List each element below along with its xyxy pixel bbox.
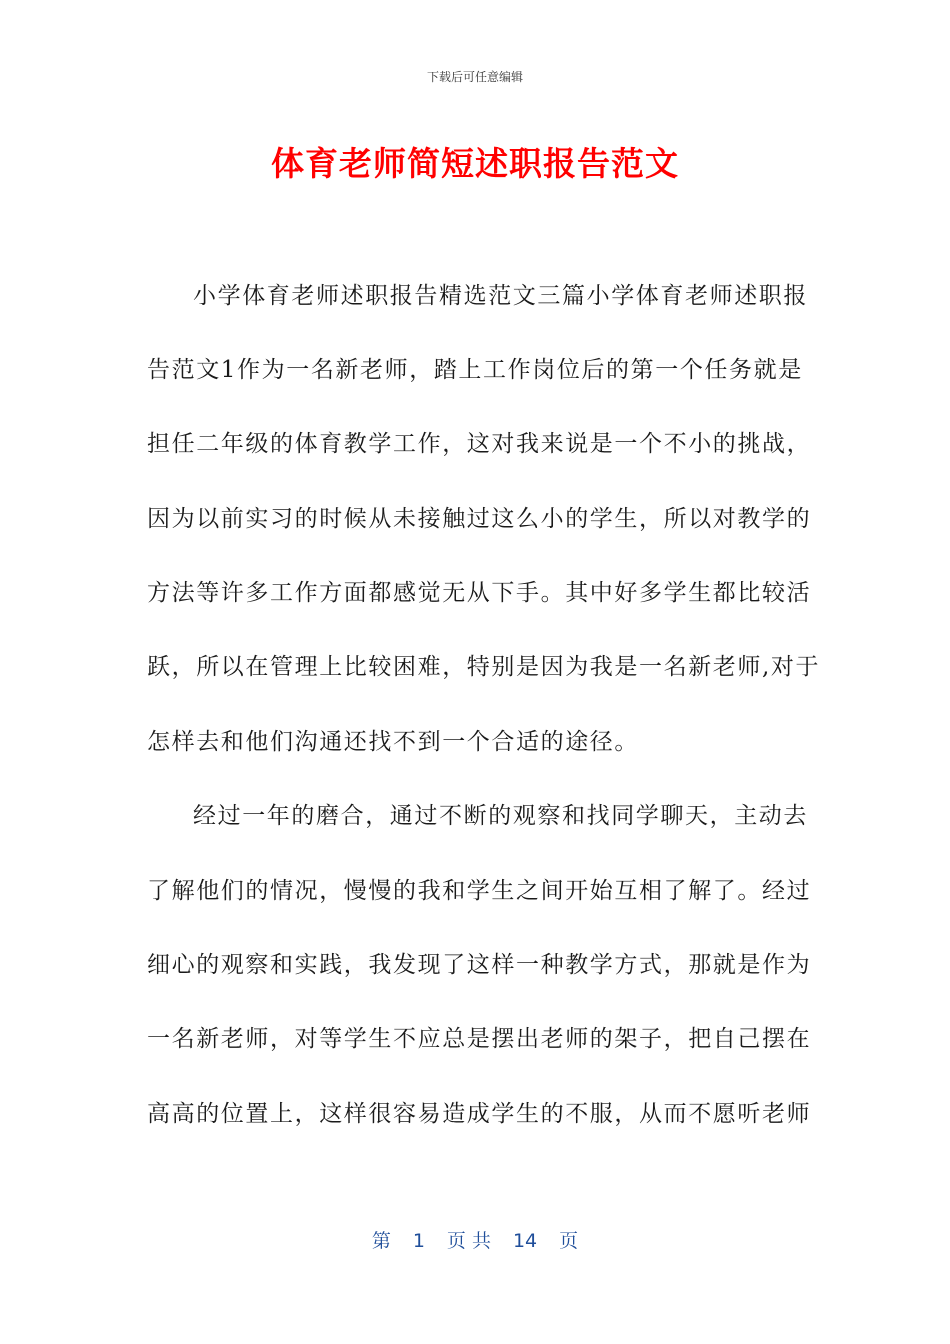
paragraph-2-line-2: 了解他们的情况，慢慢的我和学生之间开始互相了解了。经过 <box>147 878 812 904</box>
document-title: 体育老师简短述职报告范文 <box>271 144 679 183</box>
footer-current-page: 1 <box>412 1230 425 1252</box>
footer-suffix: 页 <box>559 1230 579 1252</box>
paragraph-2-line-4: 一名新老师，对等学生不应总是摆出老师的架子，把自己摆在 <box>147 1026 812 1052</box>
paragraph-2-line-1: 经过一年的磨合，通过不断的观察和找同学聊天，主动去 <box>193 803 808 829</box>
footer-middle: 页 共 <box>446 1230 491 1252</box>
footer-total-pages: 14 <box>512 1230 538 1252</box>
paragraph-1-line-4: 因为以前实习的时候从未接触过这么小的学生，所以对教学的 <box>147 506 812 532</box>
paragraph-1-line-1: 小学体育老师述职报告精选范文三篇小学体育老师述职报 <box>193 283 808 309</box>
paragraph-2-line-3: 细心的观察和实践，我发现了这样一种教学方式，那就是作为 <box>147 952 812 978</box>
paragraph-1-line-6: 跃，所以在管理上比较困难，特别是因为我是一名新老师,对于 <box>147 654 821 680</box>
paragraph-2-line-5: 高高的位置上，这样很容易造成学生的不服，从而不愿听老师 <box>147 1101 812 1127</box>
paragraph-1-line-3: 担任二年级的体育教学工作，这对我来说是一个不小的挑战， <box>147 431 812 457</box>
footer-prefix: 第 <box>371 1230 391 1252</box>
paragraph-1-line-2: 告范文1作为一名新老师，踏上工作岗位后的第一个任务就是 <box>147 357 803 383</box>
paragraph-1-line-5: 方法等许多工作方面都感觉无从下手。其中好多学生都比较活 <box>147 580 812 606</box>
page-header: 下载后可任意编辑 <box>426 70 523 84</box>
paragraph-1-line-7: 怎样去和他们沟通还找不到一个合适的途径。 <box>147 729 639 755</box>
page-footer <box>0 1226 950 1253</box>
